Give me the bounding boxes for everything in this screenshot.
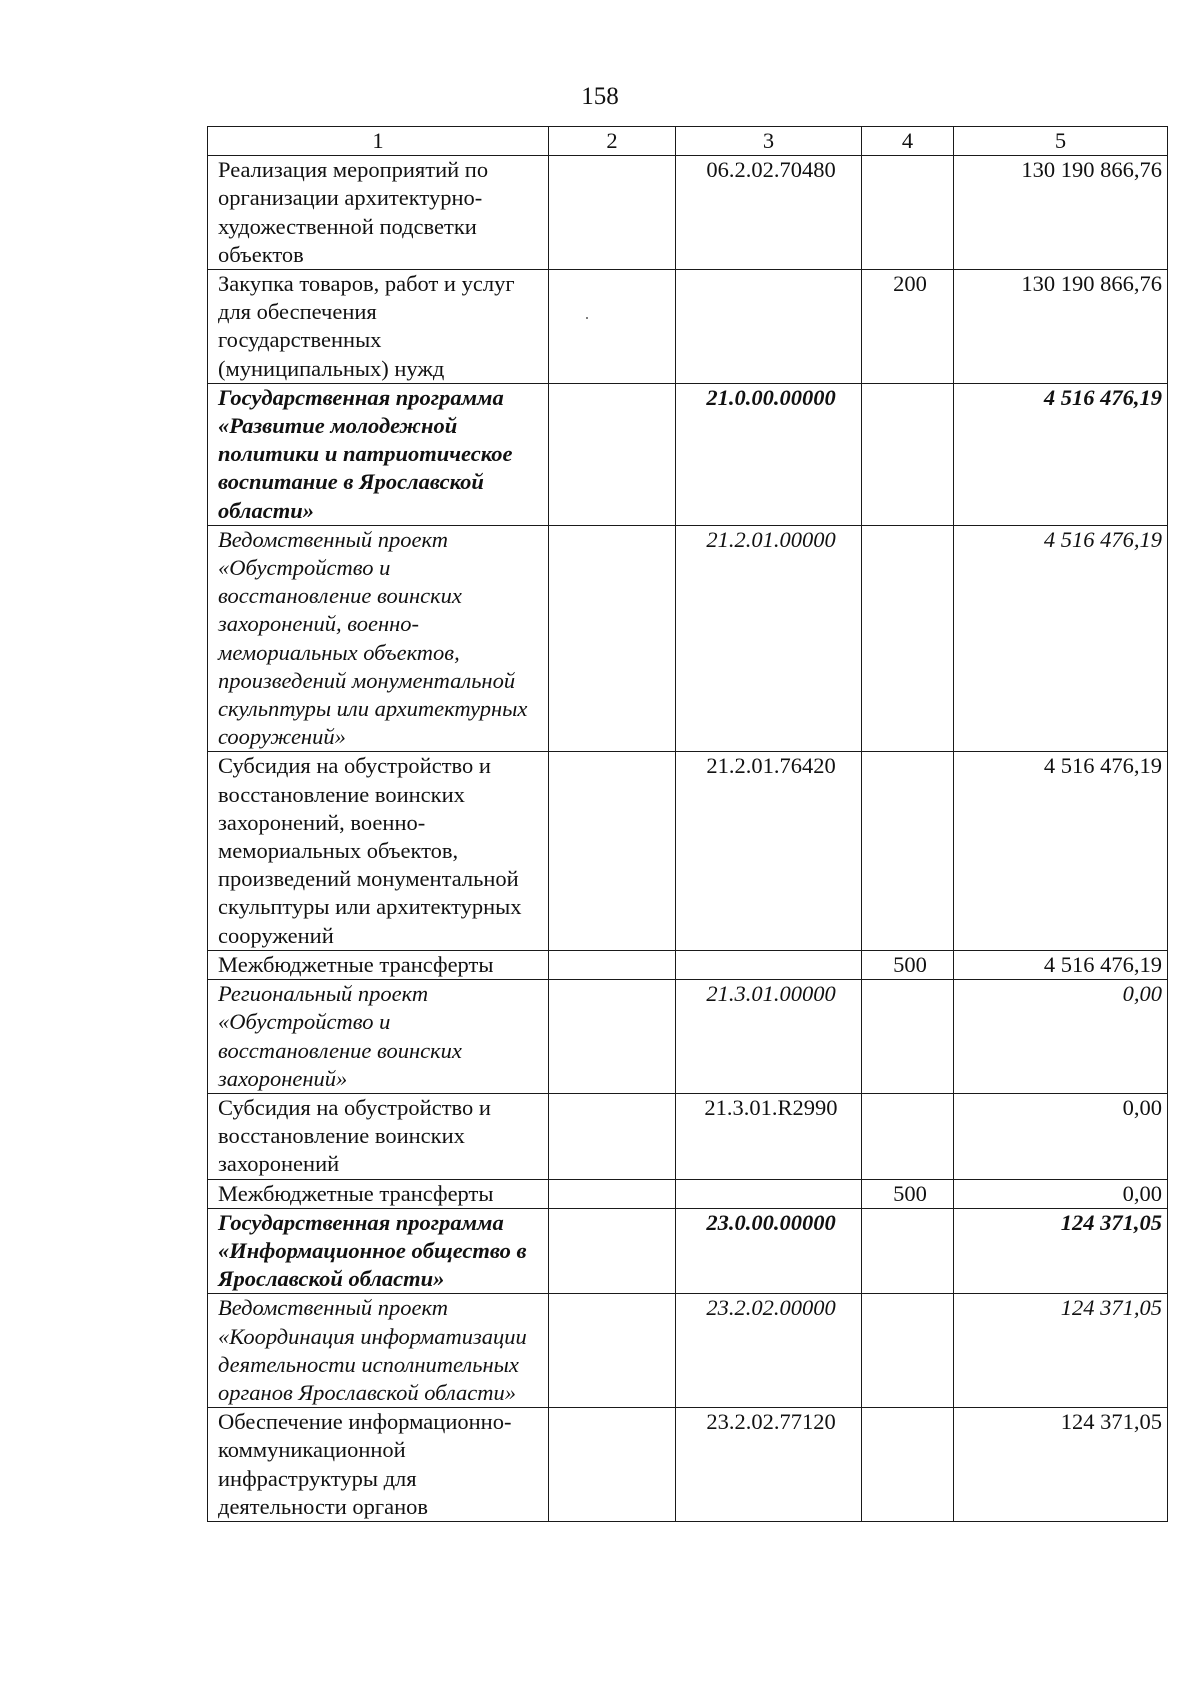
row-amount: 4 516 476,19: [954, 950, 1168, 979]
header-cell-1: 1: [208, 127, 549, 156]
row-code: [676, 270, 862, 384]
row-col2: [549, 383, 676, 525]
row-code: 21.3.01.00000: [676, 980, 862, 1094]
row-amount: 4 516 476,19: [954, 752, 1168, 950]
row-col2: [549, 1208, 676, 1294]
budget-table: [207, 126, 1168, 1522]
row-type: [862, 1093, 954, 1179]
row-code: [676, 1179, 862, 1208]
row-amount: 130 190 866,76: [954, 156, 1168, 270]
row-col2: [549, 1408, 676, 1522]
page-number: 158: [581, 83, 619, 110]
table-row: [208, 1179, 1168, 1208]
row-col2: [549, 980, 676, 1094]
table-row: [208, 1208, 1168, 1294]
row-amount: 0,00: [954, 1093, 1168, 1179]
row-col2: [549, 156, 676, 270]
row-code: 21.0.00.00000: [676, 383, 862, 525]
row-type: 200: [862, 270, 954, 384]
row-name: Субсидия на обустройство и восстановление воинских захоронений: [208, 1093, 549, 1179]
header-cell-3: 3: [676, 127, 862, 156]
row-name: Межбюджетные трансферты: [208, 950, 549, 979]
row-code: 06.2.02.70480: [676, 156, 862, 270]
row-type: [862, 980, 954, 1094]
row-code: 23.0.00.00000: [676, 1208, 862, 1294]
row-col2: [549, 270, 676, 384]
row-name: Региональный проект «Обустройство и восстановление воинских захоронений»: [208, 980, 549, 1094]
row-name: Государственная программа «Информационное общество в Ярославской области»: [208, 1208, 549, 1294]
row-type: [862, 156, 954, 270]
row-code: 23.2.02.77120: [676, 1408, 862, 1522]
row-amount: 4 516 476,19: [954, 525, 1168, 752]
row-col2: [549, 525, 676, 752]
row-type: [862, 1408, 954, 1522]
row-col2: [549, 752, 676, 950]
row-type: 500: [862, 1179, 954, 1208]
table-row: [208, 383, 1168, 525]
row-name: Межбюджетные трансферты: [208, 1179, 549, 1208]
row-type: 500: [862, 950, 954, 979]
row-type: [862, 1208, 954, 1294]
row-name: Обеспечение информационно-коммуникационной инфраструктуры для деятельности органов: [208, 1408, 549, 1522]
row-type: [862, 525, 954, 752]
row-code: 21.2.01.00000: [676, 525, 862, 752]
table-header-row: [208, 127, 1168, 156]
row-amount: 124 371,05: [954, 1294, 1168, 1408]
table-row: [208, 752, 1168, 950]
table-row: [208, 156, 1168, 270]
row-type: [862, 1294, 954, 1408]
row-amount: 130 190 866,76: [954, 270, 1168, 384]
table-row: [208, 525, 1168, 752]
table-row: [208, 950, 1168, 979]
row-code: 23.2.02.00000: [676, 1294, 862, 1408]
header-cell-4: 4: [862, 127, 954, 156]
table-row: [208, 980, 1168, 1094]
row-amount: 4 516 476,19: [954, 383, 1168, 525]
header-cell-5: 5: [954, 127, 1168, 156]
row-col2: [549, 950, 676, 979]
row-type: [862, 752, 954, 950]
row-code: 21.3.01.R2990: [676, 1093, 862, 1179]
table-row: [208, 1294, 1168, 1408]
row-col2: [549, 1179, 676, 1208]
row-code: [676, 950, 862, 979]
row-name: Государственная программа «Развитие молодежной политики и патриотическое воспитание в Ярославской области»: [208, 383, 549, 525]
row-amount: 124 371,05: [954, 1208, 1168, 1294]
row-code: 21.2.01.76420: [676, 752, 862, 950]
header-cell-2: 2: [549, 127, 676, 156]
row-name: Ведомственный проект «Координация информатизации деятельности исполнительных органов Ярославской области»: [208, 1294, 549, 1408]
row-amount: 0,00: [954, 1179, 1168, 1208]
scan-speck: [586, 317, 588, 319]
table-row: [208, 270, 1168, 384]
table-row: [208, 1093, 1168, 1179]
row-name: Субсидия на обустройство и восстановление воинских захоронений, военно-мемориальных объектов, произведений монументальной скульптуры или архитектурных сооружений: [208, 752, 549, 950]
row-name: Закупка товаров, работ и услуг для обеспечения государственных (муниципальных) нужд: [208, 270, 549, 384]
table-row: [208, 1408, 1168, 1522]
row-col2: [549, 1093, 676, 1179]
row-type: [862, 383, 954, 525]
row-col2: [549, 1294, 676, 1408]
row-amount: 124 371,05: [954, 1408, 1168, 1522]
row-name: Ведомственный проект «Обустройство и восстановление воинских захоронений, военно-мемориальных объектов, произведений монументальной скульптуры или архитектурных сооружений»: [208, 525, 549, 752]
row-amount: 0,00: [954, 980, 1168, 1094]
row-name: Реализация мероприятий по организации архитектурно-художественной подсветки объектов: [208, 156, 549, 270]
